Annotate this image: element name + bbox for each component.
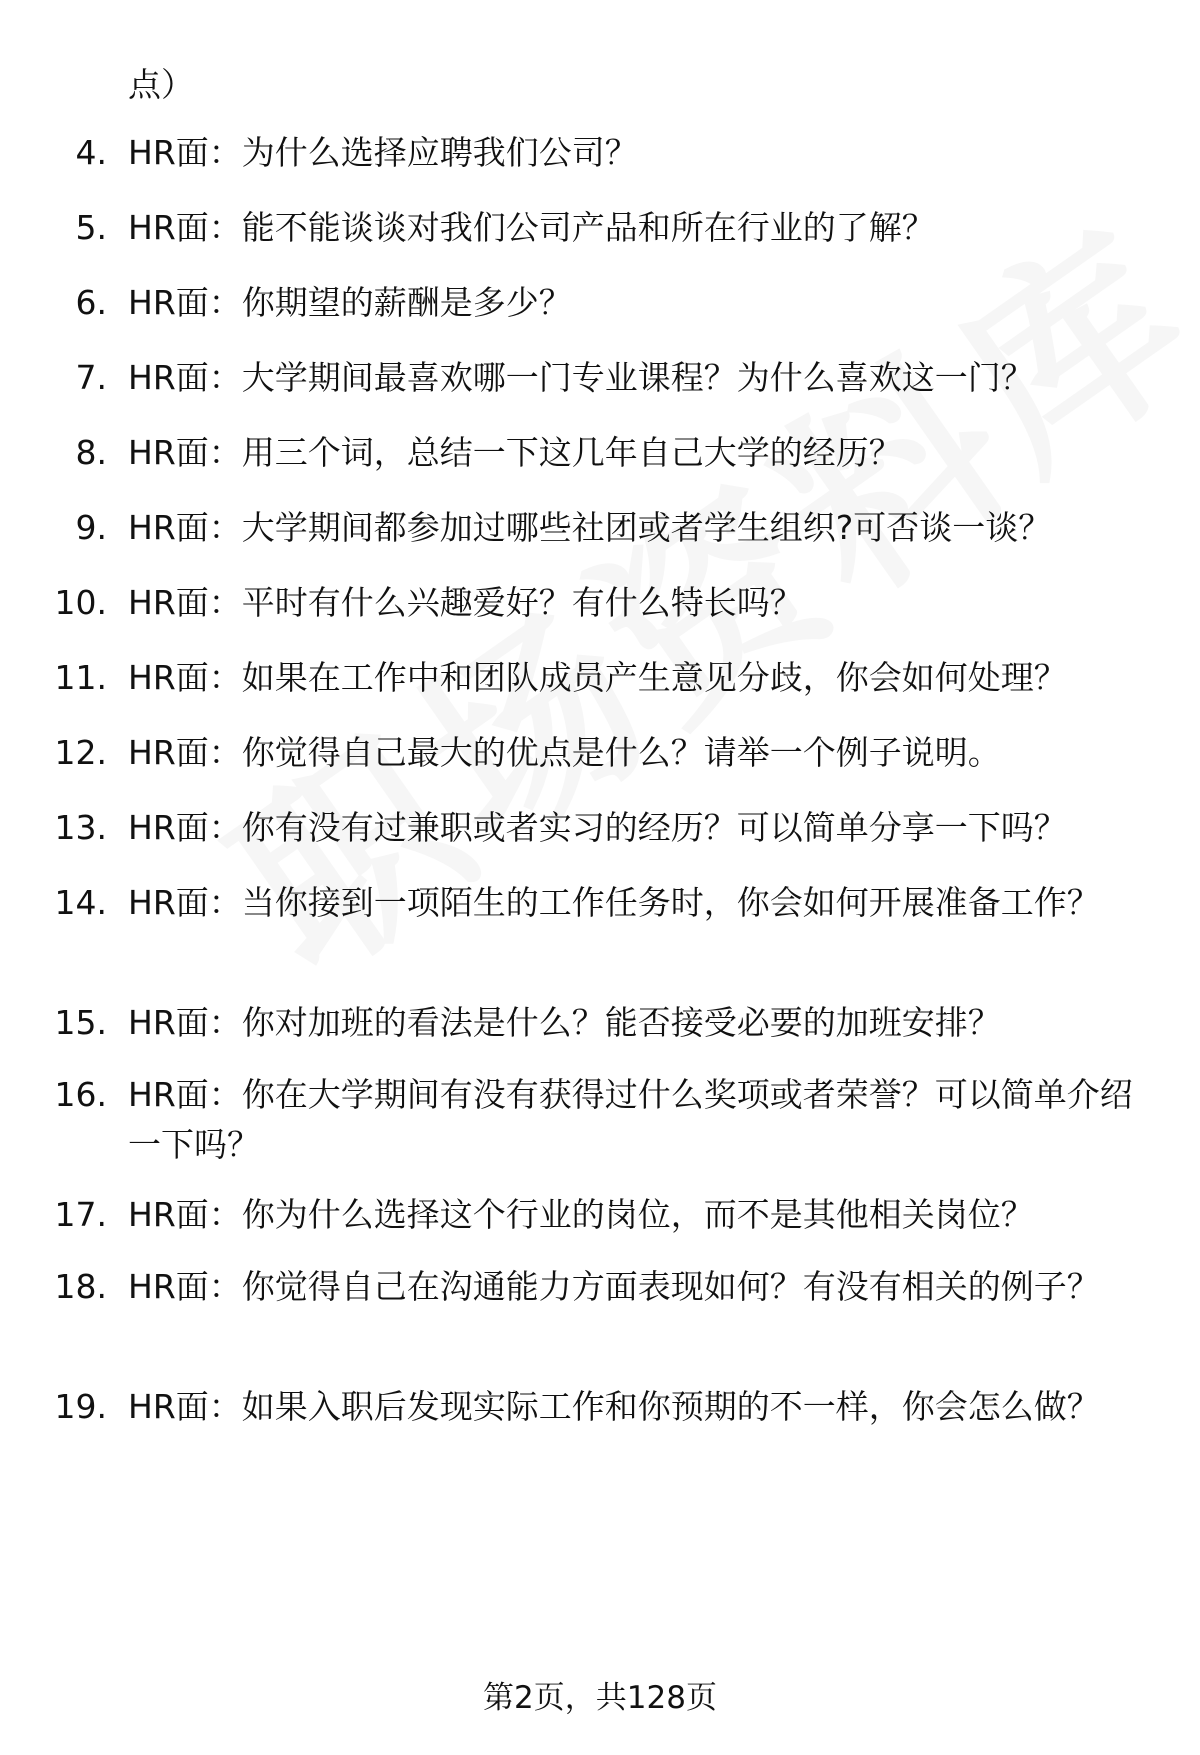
question-number: 8. [75,433,107,472]
question-text: HR面：大学期间都参加过哪些社团或者学生组织?可否谈一谈？ [128,508,1052,547]
question-number: 17. [54,1195,107,1234]
question-number: 15. [54,1003,107,1042]
question-text: HR面：平时有什么兴趣爱好？有什么特长吗？ [128,583,803,622]
question-text: HR面：你在大学期间有没有获得过什么奖项或者荣誉？可以简单介绍一下吗？ [128,1075,1133,1164]
question-number: 9. [75,508,107,547]
question-number: 5. [75,208,107,247]
question-text: HR面：当你接到一项陌生的工作任务时，你会如何开展准备工作？ [128,883,1100,922]
page-footer: 第2页，共128页 [483,1680,717,1716]
question-number: 6. [75,283,107,322]
question-text: HR面：为什么选择应聘我们公司？ [128,133,638,172]
question-text: HR面：你对加班的看法是什么？能否接受必要的加班安排？ [128,1003,1001,1042]
question-number: 10. [54,583,107,622]
question-number: 19. [54,1387,107,1426]
question-number: 12. [54,733,107,772]
question-number: 13. [54,808,107,847]
question-text: HR面：如果入职后发现实际工作和你预期的不一样，你会怎么做？ [128,1387,1100,1426]
question-number: 14. [54,883,107,922]
question-text: HR面：用三个词，总结一下这几年自己大学的经历？ [128,433,902,472]
question-number: 16. [54,1075,107,1114]
question-number: 11. [54,658,107,697]
question-number: 4. [75,133,107,172]
question-text: HR面：你期望的薪酬是多少？ [128,283,572,322]
question-text: HR面：你为什么选择这个行业的岗位，而不是其他相关岗位？ [128,1195,1034,1234]
question-text: HR面：如果在工作中和团队成员产生意见分歧，你会如何处理？ [128,658,1067,697]
question-text: HR面：你觉得自己最大的优点是什么？请举一个例子说明。 [128,733,1001,772]
question-number: 18. [54,1267,107,1306]
question-text: HR面：你有没有过兼职或者实习的经历？可以简单分享一下吗？ [128,808,1067,847]
question-number: 7. [75,358,107,397]
continuation-text: 点） [128,65,194,104]
question-text: HR面：能不能谈谈对我们公司产品和所在行业的了解？ [128,208,935,247]
question-text: HR面：你觉得自己在沟通能力方面表现如何？有没有相关的例子？ [128,1267,1100,1306]
question-text: HR面：大学期间最喜欢哪一门专业课程？为什么喜欢这一门？ [128,358,1034,397]
